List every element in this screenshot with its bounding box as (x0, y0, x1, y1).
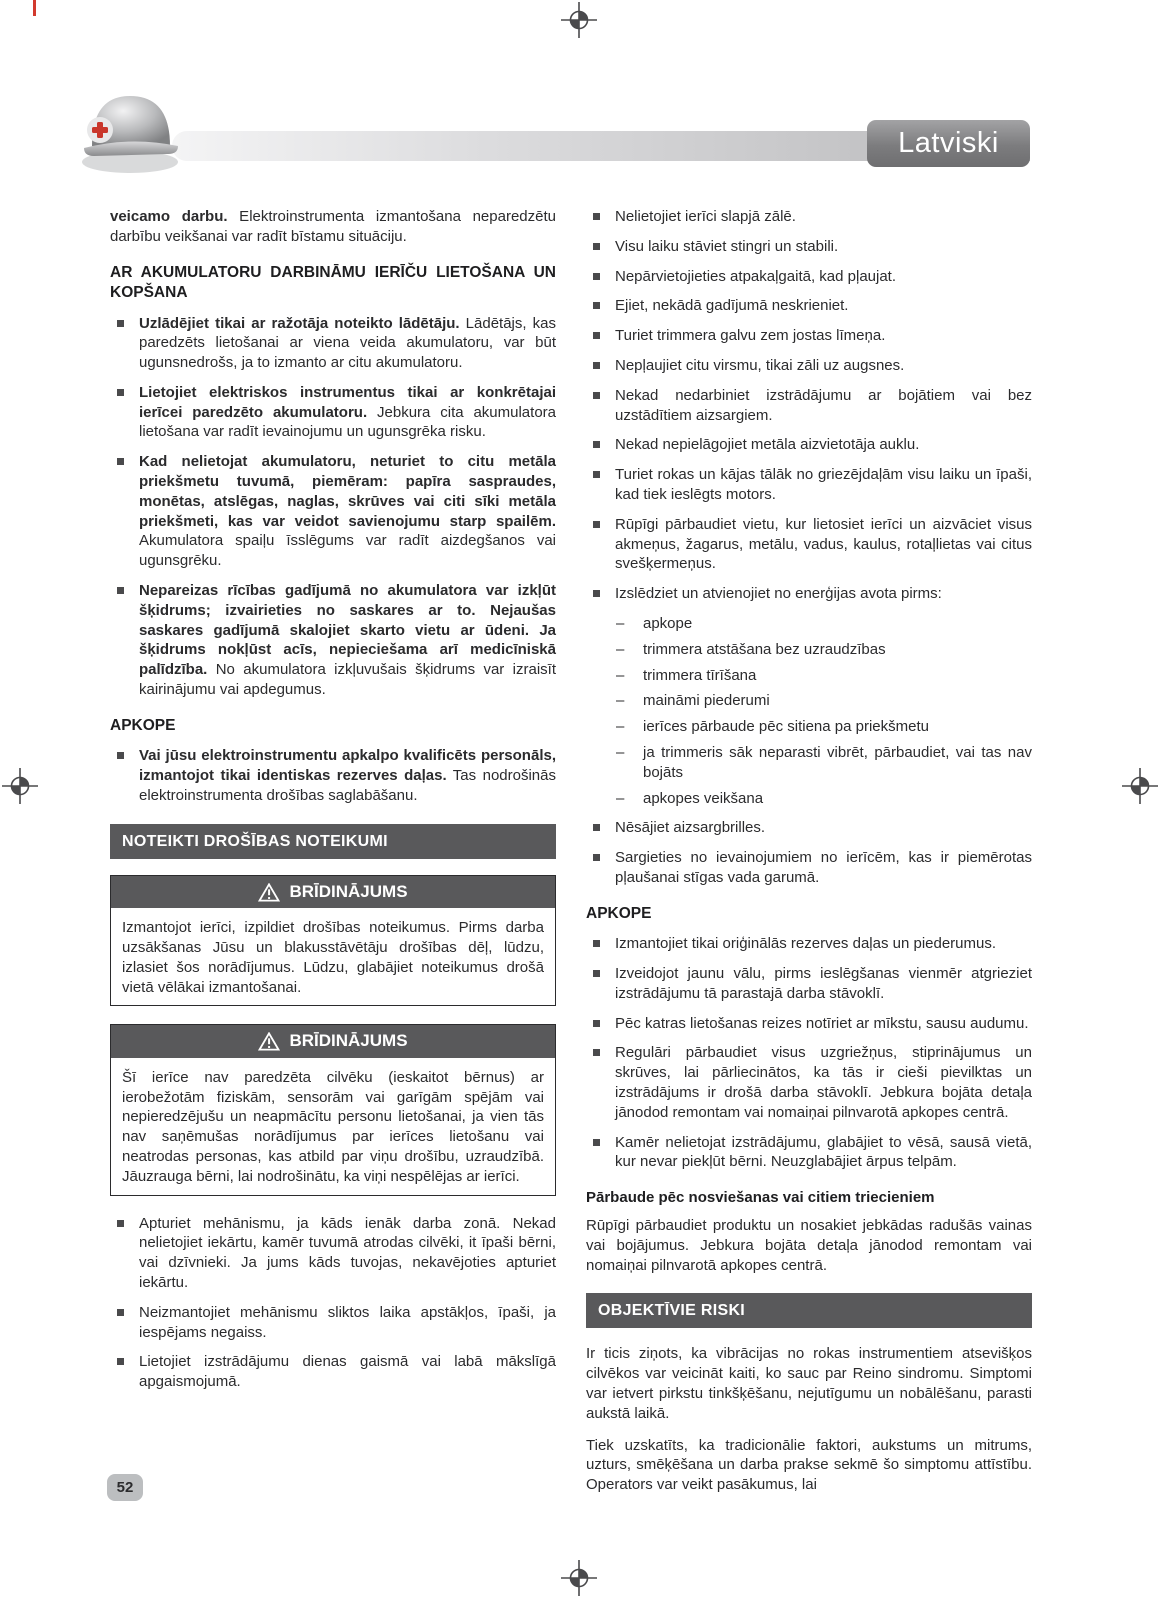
bullet-square-icon (593, 854, 600, 861)
bullet-square-icon (593, 362, 600, 369)
bullet-text: Visu laiku stāviet stingri un stabili. (615, 237, 839, 255)
bullet-square-icon (117, 752, 124, 759)
dash-text: trimmera atstāšana bez uzraudzības (643, 640, 886, 658)
bullet-bold: Vai jūsu elektroinstrumentu apkalpo kvalificēts personāls, izmantojot tikai identiskas rezerves daļas. (139, 747, 556, 785)
bullet-text: Lietojiet izstrādājumu dienas gaismā vai labā mākslīgā apgaismojumā. (139, 1353, 556, 1391)
list-item (586, 356, 1032, 376)
page-number-badge (107, 1474, 143, 1501)
registration-mark-right (1122, 768, 1158, 804)
warning-box-1 (110, 875, 556, 1007)
bullet-text: Ejiet, nekādā gadījumā neskrieniet. (615, 297, 849, 315)
list-item (110, 314, 556, 373)
page-number: 52 (116, 1479, 134, 1496)
bullet-text: Izslēdziet un atvienojiet no enerģijas avota pirms: (615, 585, 942, 603)
bullet-square-icon (593, 332, 600, 339)
list-item (586, 848, 1032, 888)
list-item (586, 584, 1032, 604)
list-item (586, 465, 1032, 505)
list-item (110, 1352, 556, 1392)
bullet-square-icon (117, 1309, 124, 1316)
list-item (586, 818, 1032, 838)
dash-text: ierīces pārbaude pēc sitiena pa priekšmetu (643, 718, 929, 736)
left-column (110, 207, 556, 1507)
bullet-text: Izveidojot jaunu vālu, pirms ieslēgšanas vienmēr atgrieziet izstrādājumu tā parastajā darba stāvoklī. (615, 964, 1032, 1002)
list-item (586, 267, 1032, 287)
warning-text: Izmantojot ierīci, izpildiet drošības noteikumus. Pirms darba uzsākšanas Jūsu un blakusstāvētāju drošības dēļ, lūdzu, izlasiet šos norādījumus. Lūdzu, glabājiet noteikumus drošā vietā vēlākai izmantošanai. (122, 919, 544, 996)
language-badge (867, 120, 1030, 167)
list-item (586, 1043, 1032, 1122)
bullet-text: Pēc katras lietošanas reizes notīriet ar mīkstu, sausu audumu. (615, 1014, 1029, 1032)
bullet-square-icon (117, 1358, 124, 1365)
section-title-apkope-left: APKOPE (110, 716, 176, 734)
list-item (586, 207, 1032, 227)
dash-text: ja trimmeris sāk neparasti vibrēt, pārbaudiet, vai tas nav bojāts (643, 743, 1032, 781)
dash-item (586, 640, 1032, 660)
bullet-square-icon (593, 521, 600, 528)
intro-bold: veicamo darbu. (110, 208, 228, 225)
bullet-text: Rūpīgi pārbaudiet vietu, kur lietosiet ierīci un aizvāciet visus akmeņus, žagarus, metālu, vadus, kaulus, rotaļlietas vai citus svešķermeņus. (615, 515, 1032, 573)
list-item (110, 1214, 556, 1293)
list-item (586, 964, 1032, 1004)
safety-bullet-list-2 (586, 818, 1032, 887)
bullet-square-icon (593, 273, 600, 280)
dash-text: apkopes veikšana (643, 789, 764, 807)
bullet-text: Apturiet mehānismu, ja kāds ienāk darba zonā. Nekad nelietojiet iekārtu, kamēr tuvumā atrodas cilvēki, it īpaši bērni, vai dzīvnieki. Ja jums kāds tuvojas, nekavējoties apturiet iekārtu. (139, 1214, 556, 1292)
bullet-square-icon (593, 970, 600, 977)
check-after-drop-text: Rūpīgi pārbaudiet produktu un nosakiet jebkādas radušās vainas vai bojājumus. Jebkura bojāta detaļa jānodod remontam vai nomaiņai pilnvarotā apkopes centrā. (586, 1216, 1032, 1274)
warning-triangle-icon (258, 1032, 280, 1051)
dash-text: maināmi piederumi (643, 692, 770, 710)
bullet-text: Lādētājs, kas paredzēts lietošanai ar viena veida akumulatoru, var būt ugunsnedrošs, ja to izmanto ar citu akumulatoru. (139, 314, 556, 372)
safety-bullet-list (586, 207, 1032, 604)
dash-text: apkope (643, 614, 693, 632)
list-item (110, 746, 556, 805)
bullet-bold: Lietojiet elektriskos instrumentus tikai ar konkrētajai ierīcei paredzēto akumulatoru. (139, 383, 556, 421)
bullet-square-icon (117, 320, 124, 327)
warning-text: Šī ierīce nav paredzēta cilvēku (ieskaitot bērnus) ar ierobežotām fiziskām, sensorām vai garīgām spējām vai nepieredzējušu un neapmācītu personu lietošanai, ja vien tās nav saņēmušas norādījumus par ierīces lietošanu vai neatrodas personas, kas atbild par viņu drošību, uzraudzībā. Jāuzrauga bērni, lai nodrošinātu, ka viņi nespēlējas ar ierīci. (122, 1068, 544, 1185)
bullet-square-icon (117, 1220, 124, 1227)
registration-mark-top (561, 2, 597, 38)
bullet-square-icon (593, 471, 600, 478)
banner-safety-rules: NOTEIKTI DROŠĪBAS NOTEIKUMI (110, 824, 556, 859)
list-item (586, 386, 1032, 426)
dash-icon: – (616, 666, 625, 684)
risks-paragraph-1: Ir ticis ziņots, ka vibrācijas no rokas instrumentiem atsevišķos cilvēkos var veicināt kaiti, ko sauc par Reino sindromu. Simptomi var ietvert pirkstu tinkšķēšanu, nejutīgumu un nobālēšanu, parasti aukstā laikā. (586, 1345, 1032, 1422)
language-label: Latviski (898, 127, 999, 159)
page-content (110, 207, 1032, 1507)
dash-icon: – (616, 718, 625, 736)
bullet-square-icon (593, 1139, 600, 1146)
section-title-battery: AR AKUMULATORU DARBINĀMU IERĪČU LIETOŠANA UN KOPŠANA (110, 263, 556, 302)
check-after-drop-title: Pārbaude pēc nosviešanas vai citiem triecieniem (586, 1189, 935, 1207)
bullet-square-icon (593, 1049, 600, 1056)
warning-header (111, 1025, 555, 1057)
dash-item (586, 789, 1032, 809)
bullet-text: Sargieties no ievainojumiem no ierīcēm, kas ir piemērotas pļaušanai stīgas vada garumā. (615, 849, 1032, 886)
bullet-square-icon (593, 392, 600, 399)
bullet-text: Nepļaujiet citu virsmu, tikai zāli uz augsnes. (615, 356, 905, 374)
bullet-text: No akumulatora izkļuvušais šķidrums var izraisīt kairinājumu vai apdegumus. (139, 661, 556, 699)
list-item (586, 1014, 1032, 1034)
bullet-square-icon (117, 458, 124, 465)
dash-icon: – (616, 789, 625, 807)
bullet-text: Jebkura cita akumulatora lietošana var radīt ievainojumu un ugunsgrēka risku. (139, 403, 556, 441)
bullet-text: Nekad nedarbiniet izstrādājumu ar bojātiem vai bez uzstādītiem aizsargiem. (615, 386, 1032, 424)
warning-box-2 (110, 1024, 556, 1195)
intro-rest: Elektroinstrumenta izmantošana neparedzētu darbību veikšanai var radīt bīstamu situāciju. (110, 208, 556, 245)
bullet-text: Turiet rokas un kājas tālāk no griezējdaļām visu laiku un īpaši, kad tiek ieslēgts motors. (615, 466, 1032, 503)
banner-residual-risks: OBJEKTĪVIE RISKI (586, 1293, 1032, 1328)
dash-icon: – (616, 614, 625, 632)
bullet-square-icon (593, 213, 600, 220)
list-item (110, 383, 556, 442)
warning-header (111, 876, 555, 908)
list-item (586, 515, 1032, 574)
dash-item (586, 743, 1032, 783)
list-item (110, 452, 556, 571)
bullet-text: Nepārvietojieties atpakaļgaitā, kad pļaujat. (615, 267, 897, 285)
list-item (110, 581, 556, 700)
list-item (586, 1133, 1032, 1173)
dash-icon: – (616, 743, 625, 761)
bullet-text: Nekad nepielāgojiet metāla aizvietotāja auklu. (615, 436, 920, 454)
apkope-bullet-list-right (586, 934, 1032, 1172)
dash-item (586, 614, 1032, 634)
registration-mark-left (2, 768, 38, 804)
bullet-text: Nēsājiet aizsargbrilles. (615, 819, 766, 837)
dash-item (586, 666, 1032, 686)
warning-label: BRĪDINĀJUMS (289, 881, 408, 901)
list-item (586, 326, 1032, 346)
list-item (586, 237, 1032, 257)
bullet-text: Tas nodrošinās elektroinstrumenta drošības saglabāšanu. (139, 767, 556, 804)
bullet-text: Izmantojiet tikai oriģinālās rezerves daļas un piederumus. (615, 935, 997, 953)
bullet-square-icon (593, 302, 600, 309)
warning-triangle-icon (258, 883, 280, 902)
bullet-square-icon (593, 441, 600, 448)
list-item (110, 1303, 556, 1343)
dash-item (586, 691, 1032, 711)
crop-mark (33, 0, 36, 16)
battery-bullet-list (110, 314, 556, 700)
warning-label: BRĪDINĀJUMS (289, 1031, 408, 1051)
general-bullet-list-left (110, 1214, 556, 1392)
bullet-square-icon (117, 587, 124, 594)
dash-sublist (586, 614, 1032, 808)
safety-helmet-icon (78, 80, 182, 176)
bullet-text: Regulāri pārbaudiet visus uzgriežņus, stiprinājumus un skrūves, lai pārliecinātos, ka tās ir cieši pievilktas un izstrādājums ir drošā darba stāvoklī. Jebkura bojāta detaļa jānodod remontam vai nomaiņai pilnvarotā apkopes centrā. (615, 1044, 1032, 1121)
registration-mark-bottom (561, 1560, 597, 1596)
dash-item (586, 717, 1032, 737)
bullet-text: Neizmantojiet mehānismu sliktos laika apstākļos, īpaši, ja iespējams negaiss. (139, 1303, 556, 1341)
bullet-square-icon (117, 389, 124, 396)
bullet-bold: Uzlādējiet tikai ar ražotāja noteikto lādētāju. (139, 314, 460, 332)
section-title-apkope-right: APKOPE (586, 904, 652, 922)
apkope-bullet-list-left (110, 746, 556, 805)
bullet-text: Turiet trimmera galvu zem jostas līmeņa. (615, 327, 886, 345)
list-item (586, 435, 1032, 455)
bullet-square-icon (593, 590, 600, 597)
dash-icon: – (616, 640, 625, 658)
bullet-text: Nelietojiet ierīci slapjā zālē. (615, 208, 796, 225)
bullet-square-icon (593, 243, 600, 250)
right-column (586, 207, 1032, 1507)
list-item (586, 934, 1032, 954)
bullet-square-icon (593, 1020, 600, 1027)
warning-body (111, 908, 555, 1005)
warning-body (111, 1058, 555, 1195)
risks-paragraph-2: Tiek uzskatīts, ka tradicionālie faktori, aukstums un mitrums, uzturs, smēķēšana un darba prakse sekmē šo simptomu attīstību. Operators var veikt pasākumus, lai (586, 1436, 1032, 1494)
bullet-text: Kamēr nelietojat izstrādājumu, glabājiet to vēsā, sausā vietā, kur nevar piekļūt bērni. Neuzglabājiet ārpus telpām. (615, 1133, 1032, 1171)
dash-icon: – (616, 692, 625, 710)
intro-paragraph (110, 207, 556, 247)
bullet-bold: Nepareizas rīcības gadījumā no akumulatora var izkļūt šķidrums; izvairieties no saskares ar to. Nejaušas saskares gadījumā skalojiet skarto vietu ar ūdeni. Ja šķidrums nokļūst acīs, nepieciešama arī medicīniskā palīdzība. (139, 582, 556, 679)
list-item (586, 296, 1032, 316)
bullet-text: Akumulatora spaiļu īsslēgums var radīt aizdegšanos vai ugunsgrēku. (139, 532, 556, 570)
bullet-bold: Kad nelietojat akumulatoru, neturiet to citu metāla priekšmetu tuvumā, piemēram: papīra saspraudes, monētas, atslēgas, naglas, skrūves vai citi sīki metāla priekšmeti, kas var veidot savienojumu starp spailēm. (139, 453, 556, 530)
bullet-square-icon (593, 824, 600, 831)
bullet-square-icon (593, 940, 600, 947)
dash-text: trimmera tīrīšana (643, 666, 757, 684)
